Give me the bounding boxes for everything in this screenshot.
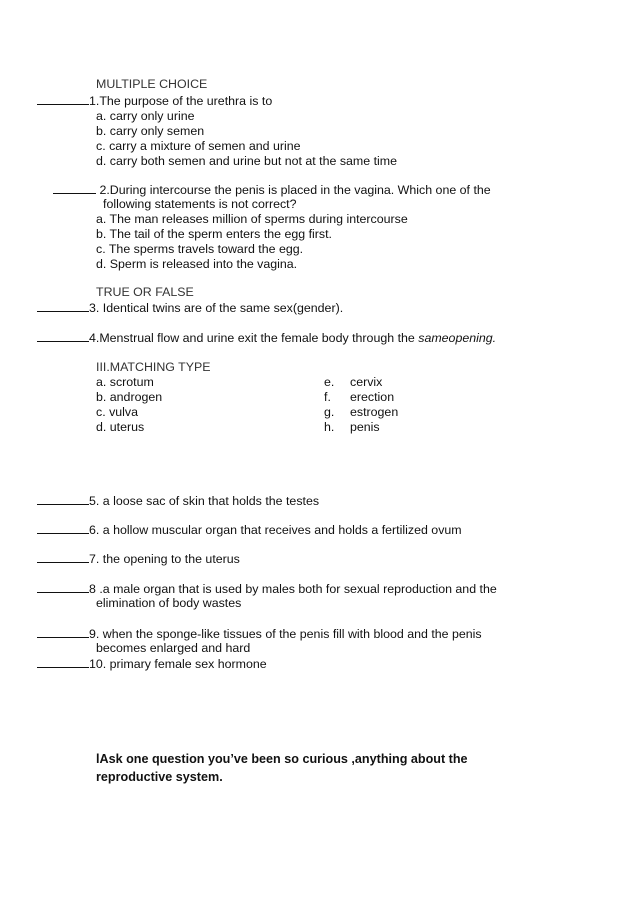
question-text: 8 .a male organ that is used by males both for sexual reproduction and the	[89, 582, 497, 596]
question-4	[37, 330, 496, 346]
question-text-cont: following statements is not correct?	[103, 197, 297, 211]
question-3	[37, 300, 343, 316]
question-text: 6. a hollow muscular organ that receives and holds a fertilized ovum	[89, 523, 462, 537]
answer-blank	[37, 656, 89, 668]
answer-blank	[37, 493, 89, 505]
match-letter: e.	[324, 375, 335, 389]
option: d. Sperm is released into the vagina.	[96, 257, 298, 271]
option: d. carry both semen and urine but not at the same time	[96, 154, 397, 168]
option: b. The tail of the sperm enters the egg first.	[96, 227, 333, 241]
match-letter: g.	[324, 405, 335, 419]
question-1	[37, 93, 272, 109]
answer-blank	[37, 330, 89, 342]
question-5	[37, 493, 319, 509]
answer-blank	[53, 182, 96, 194]
question-text: 1.The purpose of the urethra is to	[89, 94, 273, 108]
option: a. The man releases million of sperms during intercourse	[96, 212, 408, 226]
matching-heading: III.MATCHING TYPE	[96, 360, 211, 374]
match-option: c. vulva	[96, 405, 139, 419]
answer-blank	[37, 93, 89, 105]
multiple-choice-heading: MULTIPLE CHOICE	[96, 77, 208, 91]
question-9	[37, 626, 482, 642]
question-text: 10. primary female sex hormone	[89, 657, 267, 671]
match-option: estrogen	[350, 405, 399, 419]
answer-blank	[37, 626, 89, 638]
question-text: 7. the opening to the uterus	[89, 552, 240, 566]
question-text: 5. a loose sac of skin that holds the testes	[89, 494, 320, 508]
true-false-heading: TRUE OR FALSE	[96, 285, 194, 299]
question-8	[37, 581, 497, 597]
match-letter: h.	[324, 420, 335, 434]
closing-prompt-cont: reproductive system.	[96, 770, 223, 784]
match-letter: f.	[324, 390, 331, 404]
question-text: 3. Identical twins are of the same sex(gender).	[89, 301, 344, 315]
option: a. carry only urine	[96, 109, 195, 123]
match-option: a. scrotum	[96, 375, 154, 389]
option: b. carry only semen	[96, 124, 205, 138]
question-text: 4.Menstrual flow and urine exit the female body through the	[89, 331, 419, 345]
question-10	[37, 656, 267, 672]
option: c. The sperms travels toward the egg.	[96, 242, 304, 256]
closing-prompt: lAsk one question you’ve been so curious ,anything about the	[96, 752, 468, 766]
question-7	[37, 551, 240, 567]
emphasized-text: sameopening.	[418, 331, 497, 345]
answer-blank	[37, 300, 89, 312]
match-option: cervix	[350, 375, 383, 389]
question-2	[53, 182, 491, 198]
question-text-cont: elimination of body wastes	[96, 596, 242, 610]
match-option: b. androgen	[96, 390, 163, 404]
match-option: erection	[350, 390, 395, 404]
answer-blank	[37, 581, 89, 593]
match-option: penis	[350, 420, 380, 434]
answer-blank	[37, 551, 89, 563]
question-text: 9. when the sponge-like tissues of the penis fill with blood and the penis	[89, 627, 482, 641]
question-text-cont: becomes enlarged and hard	[96, 641, 251, 655]
question-6	[37, 522, 462, 538]
option: c. carry a mixture of semen and urine	[96, 139, 301, 153]
answer-blank	[37, 522, 89, 534]
question-text: 2.During intercourse the penis is placed in the vagina. Which one of the	[96, 183, 491, 197]
match-option: d. uterus	[96, 420, 145, 434]
